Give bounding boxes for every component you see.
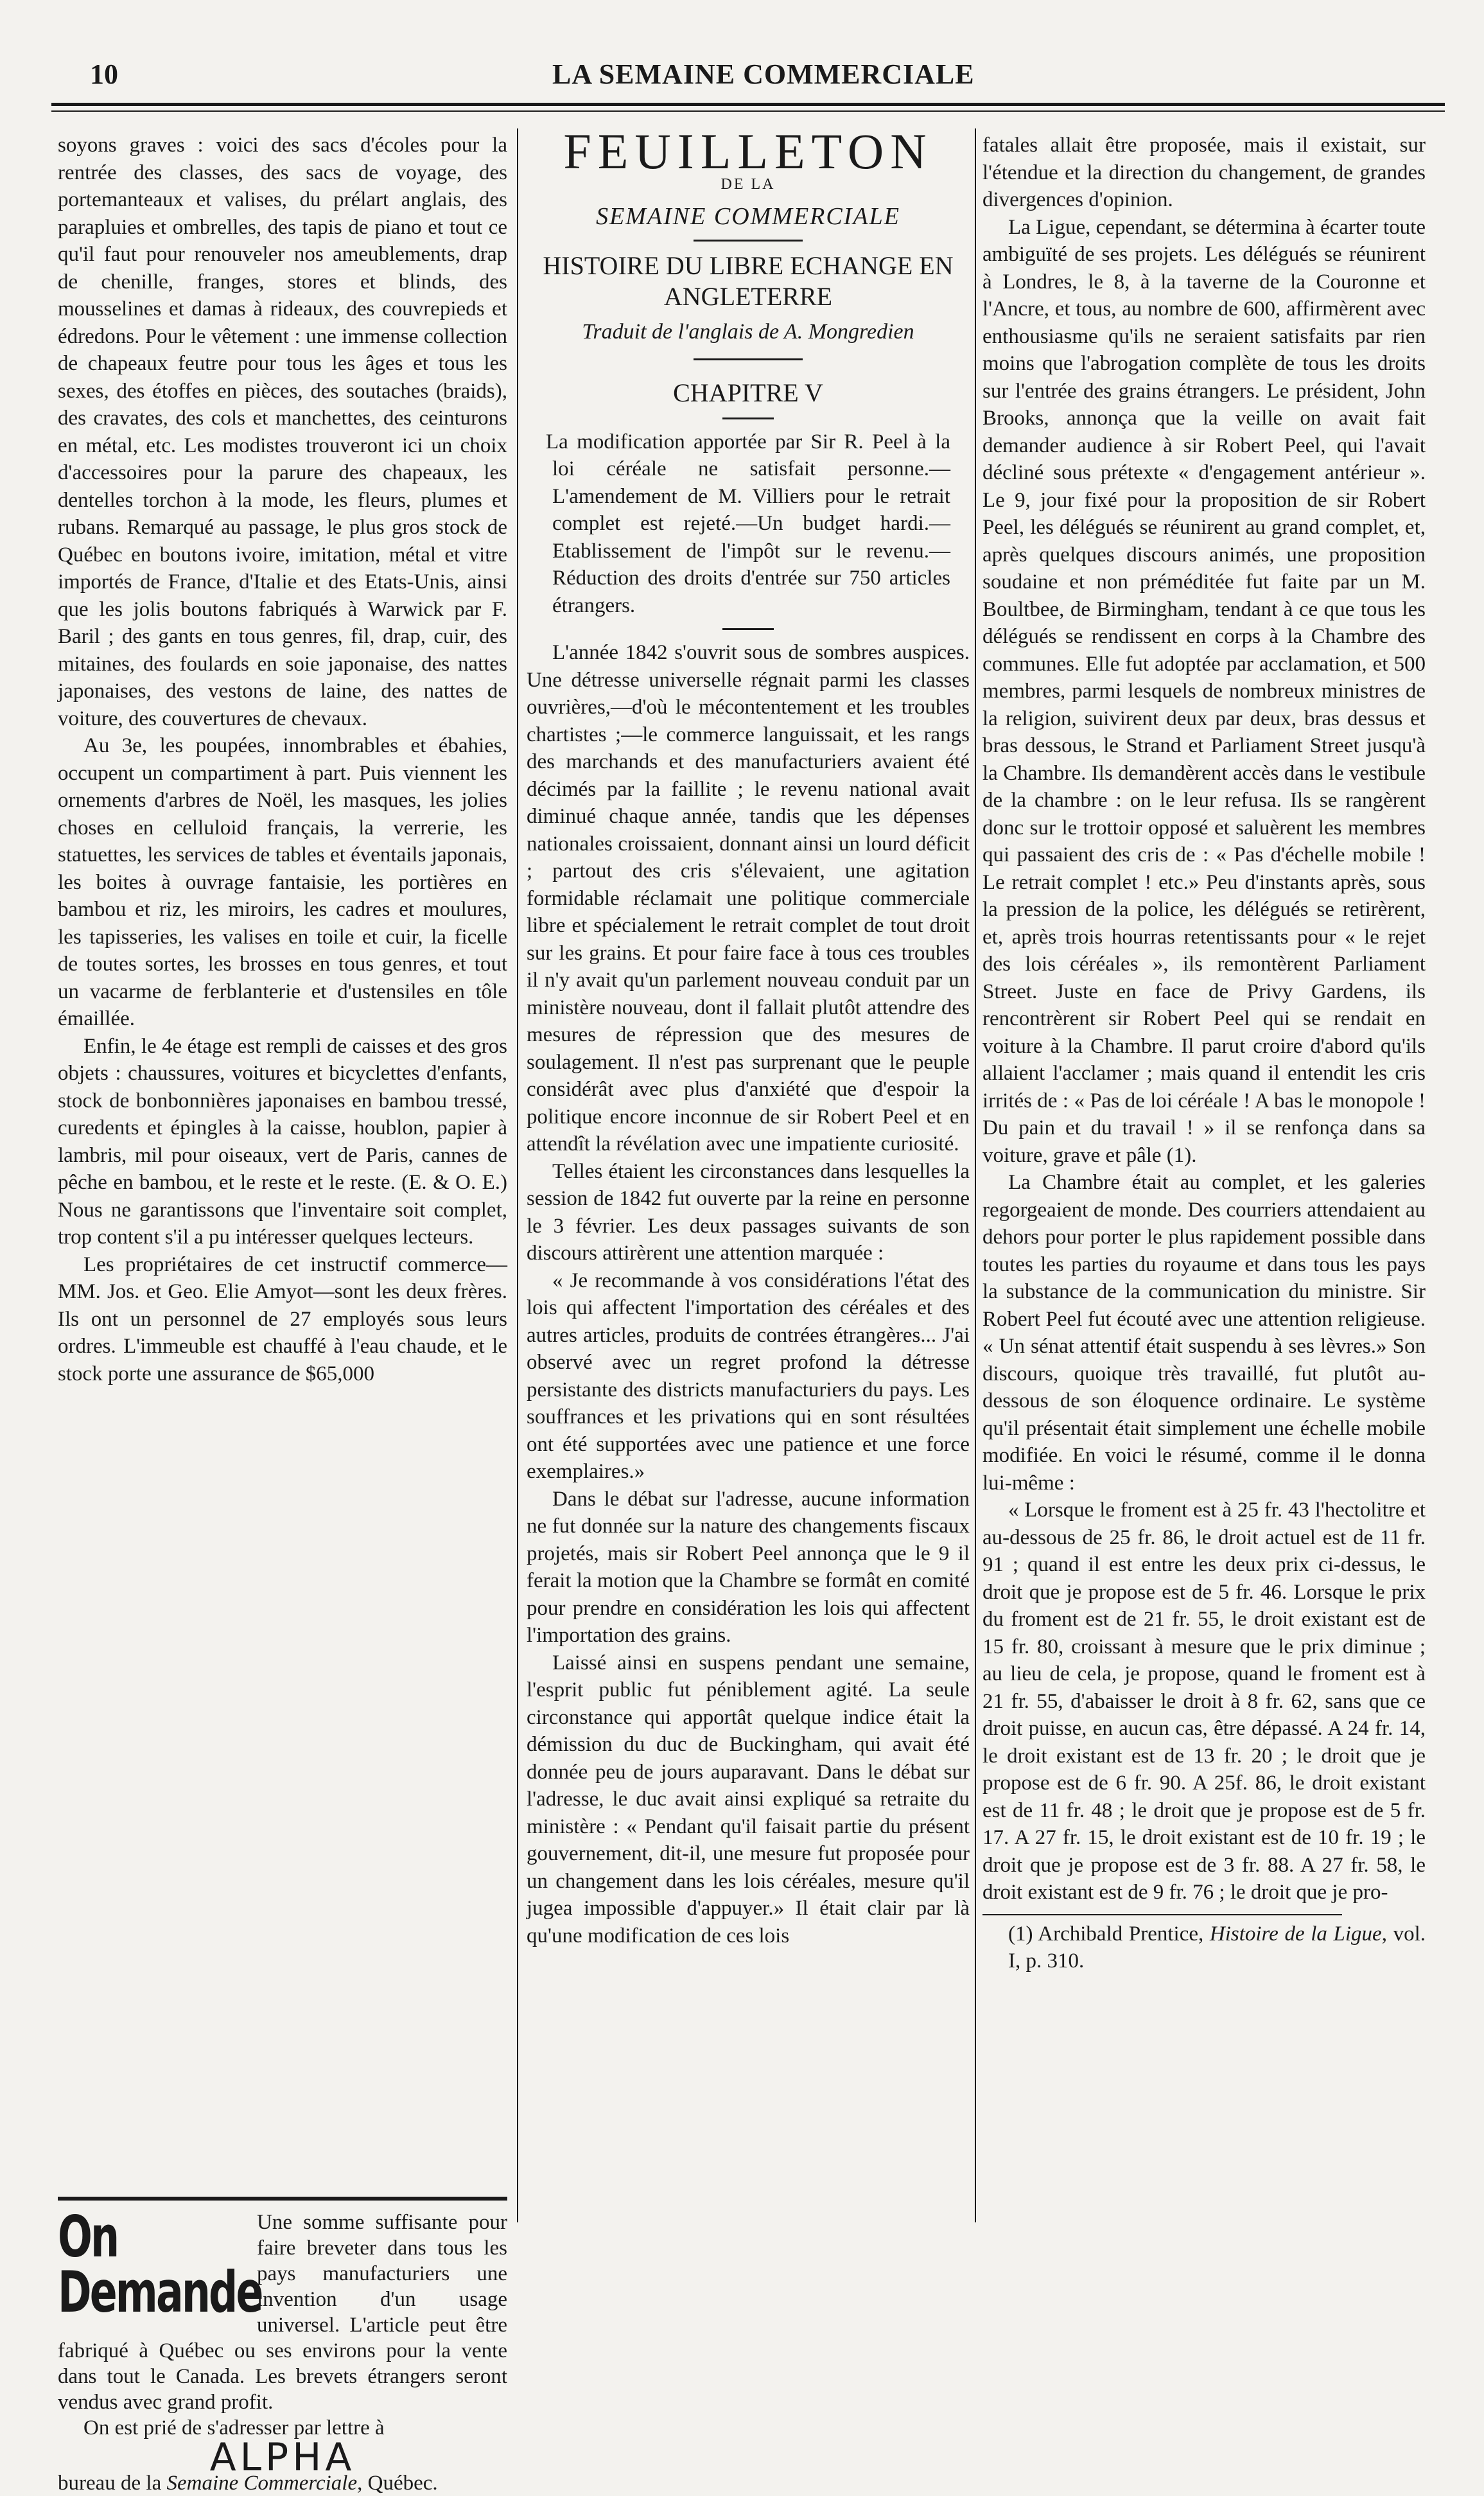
translation-credit: Traduit de l'anglais de A. Mongredien xyxy=(582,319,914,344)
advertisement-text: Une somme suffisante pour faire breveter dans tous les pays manufacturiers une invention d'un usage universel. L'article peut être fabriqué à Québec ou ses environs pour la vente dans tout le Canada. Les brevets étrangers seront vendus avec grand profit. xyxy=(58,2211,507,2414)
column-2 xyxy=(527,123,970,1949)
paragraph: Laissé ainsi en suspens pendant une semaine, l'esprit public fut péniblement agité. La seule circonstance qui apportât quelque indice était la démission du duc de Buckingham, qui avait été donnée peu de jours auparavant. Dans le débat sur l'adresse, le duc avait ainsi expliqué sa retraite du ministère : « Pendant qu'il faisait partie du présent gouvernement, dit-il, une mesure fut proposée pour un changement dans les lois céréales, mesure qu'il jugea impossible d'appuyer.» Il était clair par là qu'une modification de ces lois xyxy=(527,1651,970,1947)
paragraph: Dans le débat sur l'adresse, aucune information ne fut donnée sur la nature des changements fiscaux projetés, mais sir Robert Peel annonça que le 9 il ferait la motion que la Chambre se formât en comité pour prendre en considération les lois qui affectent l'importation des grains. xyxy=(527,1487,970,1647)
footnote: (1) Archibald Prentice, Histoire de la Ligue, vol. I, p. 310. xyxy=(1008,1922,1426,1973)
history-title: HISTOIRE DU LIBRE ECHANGE EN ANGLETERRE xyxy=(543,250,954,311)
column-1 xyxy=(58,132,507,1387)
divider xyxy=(694,240,803,242)
advertisement-address: bureau de la Semaine Commerciale, Québec. xyxy=(58,2472,438,2495)
advertisement-alpha: ALPHA xyxy=(209,2435,356,2480)
footnote-rule xyxy=(982,1914,1342,1915)
quotation: « Lorsque le froment est à 25 fr. 43 l'hectolitre et au-dessous de 25 fr. 86, le droit actuel est de 11 fr. 91 ; quand il est entre les deux prix ci-dessus, le droit que je propose est de 5 fr. 46. Lorsque le prix du froment est de 21 fr. 55, le droit existant est de 15 fr. 80, croissant à mesure que le prix diminue ; au lieu de cela, je propose, quand le froment est à 21 fr. 55, d'abaisser le droit à 8 fr. 62, sans que ce droit puisse, en aucun cas, être dépassé. A 24 fr. 14, le droit existant est de 13 fr. 20 ; le droit que je propose est de 6 fr. 90. A 25f. 86, le droit existant est de 11 fr. 48 ; le droit que je propose est de 5 fr. 17. A 27 fr. 15, le droit existant est de 10 fr. 19 ; le droit que je propose est de 3 fr. 88. A 27 fr. 58, le droit existant est de 9 fr. 76 ; le droit que je pro- xyxy=(982,1498,1426,1904)
header-rule-thin xyxy=(51,110,1445,112)
divider xyxy=(722,628,774,630)
paragraph: Au 3e, les poupées, innombrables et ébahies, occupent un compartiment à part. Puis viennent les ornements d'arbres de Noël, les masques, les jolies choses en celluloid français, la verrerie, les statuettes, les services de tables et éventails japonais, les boites à ouvrage fantaisie, les portières en bambou et riz, les miroirs, les cadres et moulures, les tapisseries, les valises en toile et cuir, la ficelle de toutes sortes, les brosses en tous genres, et tout un vacarme de ferblanterie et d'ustensiles en tôle émaillée. xyxy=(58,734,507,1030)
advertisement-contact: On est prié de s'adresser par lettre à xyxy=(83,2416,385,2439)
newspaper-title: LA SEMAINE COMMERCIALE xyxy=(552,58,975,90)
column-3 xyxy=(982,132,1426,1974)
page-number: 10 xyxy=(90,58,118,90)
paragraph: soyons graves : voici des sacs d'écoles pour la rentrée des classes, des sacs de voyage, des portemanteaux et valises, du prélart anglais, des parapluies et ombrelles, des tapis de piano et tout ce qu'il faut pour renouveler nos ameublements, drap de chenille, franges, stores et blinds, des mousselines et damas à rideaux, des couvrepieds et édredons. Pour le vêtement : une immense collection de chapeaux feutre pour tous les âges et tous les sexes, des étoffes en pièces, des soutaches (braids), des cravates, des cols et manchettes, des ceinturons en métal, etc. Les modistes trouveront ici un choix d'accessoires pour la parure des chapeaux, les dentelles torchon à la mode, les fleurs, plumes et rubans. Remarqué au passage, le plus gros stock de Québec en boutons ivoire, imitation, métal et vitre importés de France, d'Italie et des Etats-Unis, ainsi que les jolis boutons fabriqués à Warwick par F. Baril ; des gants en tous genres, fil, drap, cuir, des mitaines, des foulards en soie japonaise, des nattes japonaises, des vestons de laine, des nattes de voiture, des couvertures de chevaux. xyxy=(58,134,507,730)
paragraph: La Ligue, cependant, se détermina à écarter toute ambiguïté de ses projets. Les délégués se réunirent à Londres, le 8, à la taverne de la Couronne et l'Ancre, et tous, au nombre de 600, affirmèrent avec enthousiasme qu'ils ne seraient satisfaits par rien moins que l'abrogation complète de tous les droits sur l'entrée des grains étrangers. Le président, John Brooks, annonça que la veille on avait fait demander audience à sir Robert Peel, qui l'avait décliné sous prétexte « d'engagement antérieur ». Le 9, jour fixé pour la proposition de sir Robert Peel, les délégués se réunirent au grand complet, et, après quelques discours animés, une proposition soudaine et non préméditée fut faite par un M. Boultbee, de Birmingham, tendant à ce que tous les délégués se rendissent en corps à la Chambre des communes. Elle fut adoptée par acclamation, et 500 membres, parmi lesquels de nombreux ministres de la religion, suivirent deux par deux, bras dessus et bras dessous, le Strand et Parliament Street jusqu'à la Chambre. Ils demandèrent accès dans le vestibule de la chambre : on le leur refusa. Ils se rangèrent donc sur le trottoir opposé et saluèrent les membres qui passaient des cris de : « Pas d'échelle mobile ! Le retrait complet ! etc.» Peu d'instants après, sous la pression de la police, les délégués se retirèrent, et, après trois hourras retentissants pour « le rejet des lois céréales », ils remontèrent Parliament Street. Juste en face de Privy Gardens, ils rencontrèrent sir Robert Peel qui se rendait en voiture à la Chambre. Il parut croire d'abord qu'ils allaient l'acclamer ; mais quand il entendit les cris irrités de : « Pas de loi céréale ! A bas le monopole ! Du pain et du travail ! » il se renfonça dans sa voiture, grave et pâle (1). xyxy=(982,215,1426,1167)
paragraph: Enfin, le 4e étage est rempli de caisses et des gros objets : chaussures, voitures et bicyclettes d'enfants, stock de bonbonnières japonaises en bambou tressé, curedents et épingles à la caisse, houblon, papier à lambris, mil pour oiseaux, vert de Paris, cannes de pêche en bambou, et le reste et le reste. (E. & O. E.) Nous ne garantissons que l'inventaire soit complet, trop content s'il a pu intéresser quelques lecteurs. xyxy=(58,1034,507,1249)
column-divider xyxy=(975,128,976,2222)
divider xyxy=(694,358,803,360)
chapter-heading: CHAPITRE V xyxy=(673,378,823,407)
paragraph: La Chambre était au complet, et les galeries regorgeaient de monde. Des courriers attendaient au dehors pour porter le plus rapidement possible dans toutes les parties du royaume et dans tous les pays la substance de la communication du ministre. Sir Robert Peel fut écouté avec une attention religieuse. « Un sénat attentif était suspendu à ses lèvres.» Son discours, quoique très travaillé, fut plutôt au-dessous de son éloquence ordinaire. Le système qu'il présentait était simplement une échelle mobile modifiée. En voici le résumé, comme il le donna lui-même : xyxy=(982,1171,1426,1495)
advertisement xyxy=(58,2204,507,2496)
header-rule xyxy=(51,103,1445,106)
paragraph: fatales allait être proposée, mais il existait, sur l'étendue et la direction du changement, de grandes divergences d'opinion. xyxy=(982,134,1426,211)
quotation: « Je recommande à vos considérations l'état des lois qui affectent l'importation des céréales et des autres articles, produits de contrées étrangères... J'ai observé avec un regret profond la détresse persistante des districts manufacturiers du pays. Les souffrances et les privations qui en sont résultées ont été supportées avec une patience et une force exemplaires.» xyxy=(527,1269,970,1483)
advertisement-rule xyxy=(58,2197,507,2201)
feuilleton-de-la: DE LA xyxy=(720,175,776,193)
feuilleton-paper: SEMAINE COMMERCIALE xyxy=(596,203,900,230)
paragraph: Les propriétaires de cet instructif commerce—MM. Jos. et Geo. Elie Amyot—sont les deux frères. Ils ont un personnel de 27 employés sous leurs ordres. L'immeuble est chauffé à l'eau chaude, et le stock porte une assurance de $65,000 xyxy=(58,1252,507,1385)
page-header xyxy=(0,0,1484,128)
column-divider xyxy=(517,128,518,2222)
paragraph: Telles étaient les circonstances dans lesquelles la session de 1842 fut ouverte par la reine en personne le 3 février. Les deux passages suivants de son discours attirèrent une attention marquée : xyxy=(527,1159,970,1265)
feuilleton-title: FEUILLETON xyxy=(563,123,933,179)
paragraph: L'année 1842 s'ouvrit sous de sombres auspices. Une détresse universelle régnait parmi les classes ouvrières,—d'où le mécontentement et les troubles chartistes ;—le commerce languissait, et les rangs des marchands et des manufacturiers avaient été décimés par la faillite ; le revenu national avait diminué chaque année, tandis que les dépenses nationales croissaient, donnant ainsi un lourd déficit ; partout des cris s'élevaient, une agitation formidable réclamait une politique commerciale libre et spécialement le retrait complet de tout droit sur les grains. Et pour faire face à tous ces troubles il n'y avait qu'un parlement nouveau conduit par un ministère nouveau, dont il fallait plutôt attendre des mesures de répression que des mesures de soulagement. Il n'est pas surprenant que le peuple considérât avec plus d'anxiété que d'espoir la politique encore inconnue de sir Robert Peel et en attendît la révélation avec une impatiente curiosité. xyxy=(527,641,970,1156)
advertisement-logo: On Demande xyxy=(58,2204,262,2325)
chapter-summary: La modification apportée par Sir R. Peel à la loi céréale ne satisfait personne.—L'amendement de M. Villiers pour le retrait complet est rejeté.—Un budget hardi.—Etablissement de l'impôt sur le revenu.—Réduction des droits d'entrée sur 750 articles étrangers. xyxy=(546,430,950,617)
divider xyxy=(722,417,774,419)
